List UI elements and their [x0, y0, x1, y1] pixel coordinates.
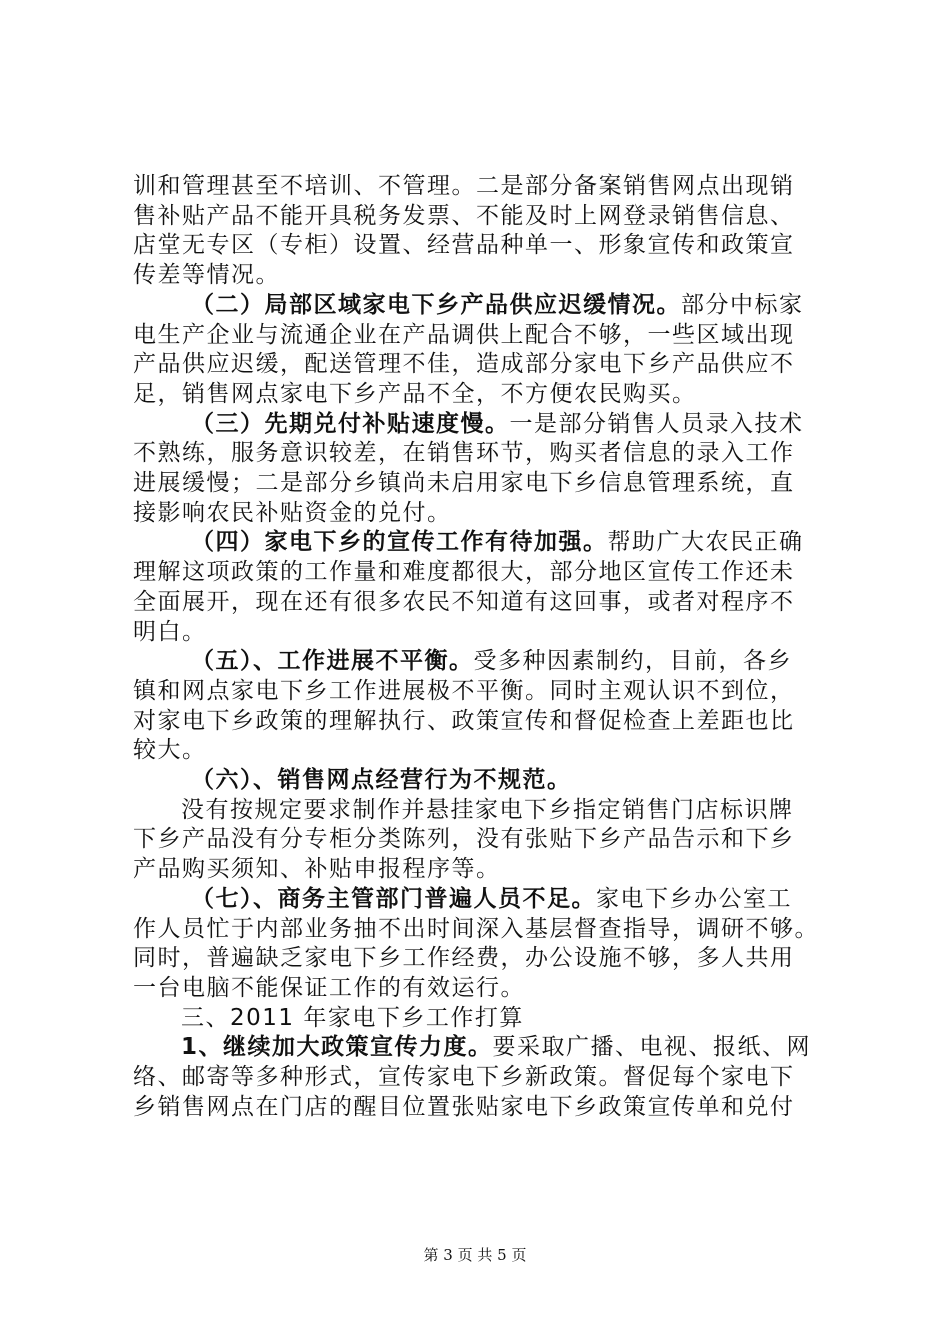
text-line: 镇和网点家电下乡工作进展极不平衡。同时主观认识不到位，	[133, 677, 795, 704]
paragraph-heading: （四）家电下乡的宣传工作有待加强。	[191, 529, 608, 556]
paragraph-heading: （五）、工作进展不平衡。	[191, 648, 474, 675]
text-line: 同时，普遍缺乏家电下乡工作经费，办公设施不够，多人共用	[133, 945, 795, 972]
text-line: 下乡产品没有分专柜分类陈列，没有张贴下乡产品告示和下乡	[133, 826, 795, 853]
page-number: 第 3 页 共 5 页	[423, 1246, 527, 1264]
text-line: 电生产企业与流通企业在产品调供上配合不够，一些区域出现	[133, 321, 795, 348]
text-line: 理解这项政策的工作量和难度都很大，部分地区宣传工作还未	[133, 559, 795, 586]
paragraph-first-line	[133, 766, 833, 796]
paragraph-heading: （六）、销售网点经营行为不规范。	[191, 767, 572, 794]
paragraph-heading: （三）先期兑付补贴速度慢。	[191, 410, 510, 437]
text-line: 一台电脑不能保证工作的有效运行。	[133, 974, 525, 1001]
paragraph-text: 受多种因素制约，目前，各乡	[473, 648, 792, 675]
text-line: 没有按规定要求制作并悬挂家电下乡指定销售门店标识牌	[181, 796, 794, 823]
text-line: 进展缓慢；二是部分乡镇尚未启用家电下乡信息管理系统，直	[133, 470, 795, 497]
paragraph-text: 要采取广播、电视、报纸、网	[492, 1034, 812, 1061]
paragraph-first-line	[133, 1033, 833, 1063]
paragraph-heading: （二）局部区域家电下乡产品供应迟缓情况。	[191, 291, 681, 318]
text-line: 乡销售网点在门店的醒目位置张贴家电下乡政策宣传单和兑付	[133, 1093, 795, 1120]
paragraph-first-line	[133, 528, 833, 558]
text-line: 售补贴产品不能开具税务发票、不能及时上网登录销售信息、	[133, 202, 795, 229]
paragraph-first-line	[133, 410, 833, 440]
paragraph-text: 帮助广大农民正确	[607, 529, 804, 556]
text-line: 训和管理甚至不培训、不管理。二是部分备案销售网点出现销	[133, 173, 795, 199]
text-line: 产品供应迟缓，配送管理不佳，造成部分家电下乡产品供应不	[133, 351, 795, 378]
text-line: 接影响农民补贴资金的兑付。	[133, 499, 452, 526]
paragraph-heading: 1、继续加大政策宣传力度。	[181, 1034, 493, 1061]
text-line: 对家电下乡政策的理解执行、政策宣传和督促检查上差距也比	[133, 707, 795, 734]
text-line: 作人员忙于内部业务抽不出时间深入基层督查指导，调研不够。	[133, 915, 819, 942]
page-footer	[0, 1244, 950, 1265]
text-line: 络、邮寄等多种形式，宣传家电下乡新政策。督促每个家电下	[133, 1064, 795, 1091]
text-line: 店堂无专区（专柜）设置、经营品种单一、形象宣传和政策宣	[133, 232, 795, 259]
text-line: 传差等情况。	[133, 262, 280, 289]
text-line: 产品购买须知、补贴申报程序等。	[133, 856, 501, 883]
paragraph-text: 一是部分销售人员录入技术	[509, 410, 804, 437]
paragraph-first-line	[133, 647, 833, 677]
paragraph-text: 家电下乡办公室工	[596, 885, 792, 912]
paragraph-first-line	[133, 885, 833, 915]
paragraph-heading: （七）、商务主管部门普遍人员不足。	[191, 885, 596, 912]
section-heading: 三、2011 年家电下乡工作打算	[181, 1004, 524, 1031]
paragraph-text: 部分中标家	[681, 291, 804, 318]
text-line: 不熟练，服务意识较差，在销售环节，购买者信息的录入工作	[133, 440, 795, 467]
paragraph-first-line	[133, 291, 833, 321]
text-line: 全面展开，现在还有很多农民不知道有这回事，或者对程序不	[133, 588, 795, 615]
text-line: 较大。	[133, 737, 207, 764]
document-body	[133, 172, 833, 1123]
text-line: 明白。	[133, 618, 207, 645]
text-line: 足，销售网点家电下乡产品不全，不方便农民购买。	[133, 380, 697, 407]
